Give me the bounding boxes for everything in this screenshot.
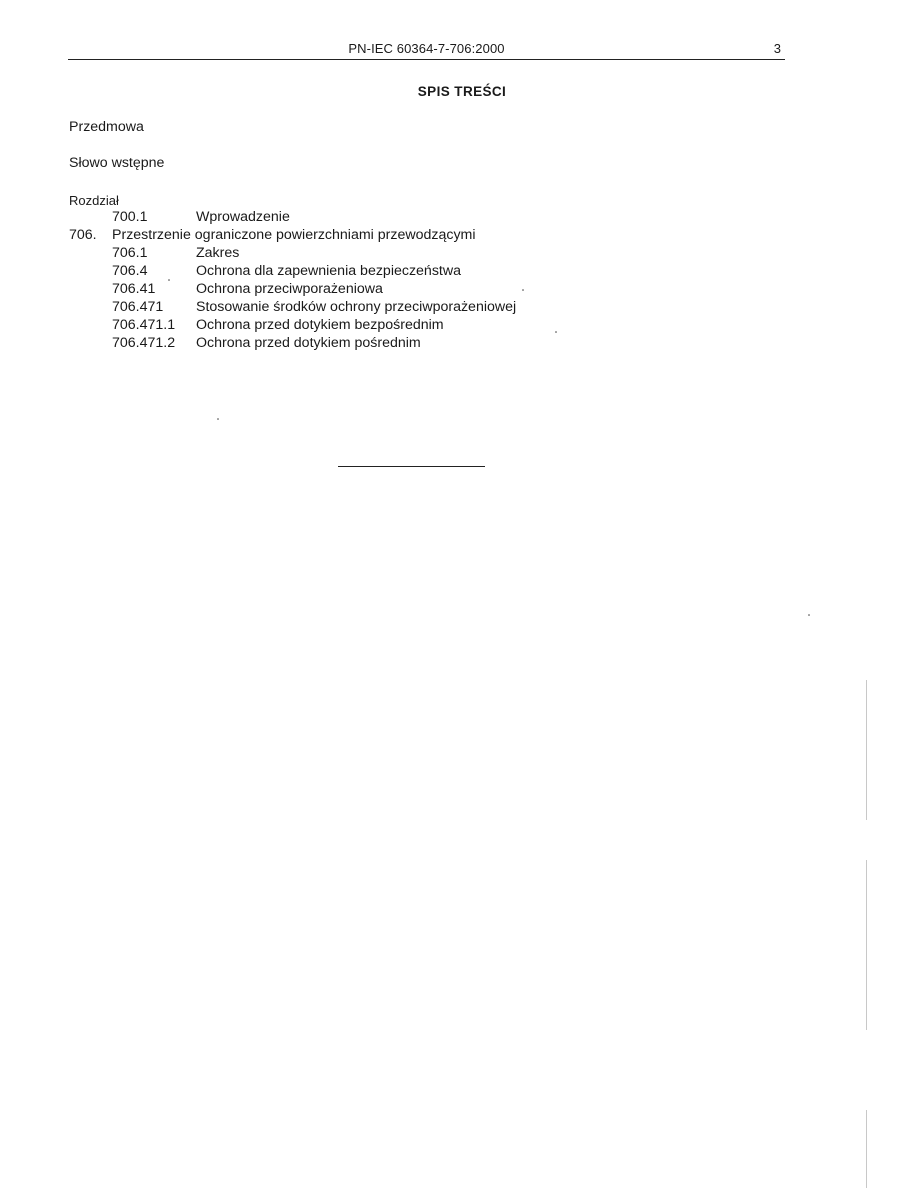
toc-section-number: 706.: [69, 227, 97, 243]
scan-margin-line: [866, 680, 867, 820]
toc-item-number: 706.1: [112, 245, 148, 261]
toc-section-text: Przestrzenie ograniczone powierzchniami przewodzącymi: [112, 227, 476, 243]
scan-speck: [217, 418, 219, 420]
toc-item-number: 706.4: [112, 263, 148, 279]
scan-speck: [522, 289, 524, 291]
scan-speck: [168, 279, 170, 281]
toc-item-text: Ochrona przeciwporażeniowa: [196, 281, 383, 297]
scan-margin-line: [866, 1110, 867, 1188]
toc-item-number: 706.471.2: [112, 335, 176, 351]
toc-item-number: 706.41: [112, 281, 156, 297]
toc-item-text: Stosowanie środków ochrony przeciwporażeniowej: [196, 299, 517, 315]
scan-speck: [808, 614, 810, 616]
toc-foreword: Przedmowa: [69, 119, 144, 135]
toc-item-text: Zakres: [196, 245, 240, 261]
toc-item-text: Ochrona dla zapewnienia bezpieczeństwa: [196, 263, 461, 279]
toc-item-text: Ochrona przed dotykiem pośrednim: [196, 335, 421, 351]
toc-item-number: 706.471: [112, 299, 164, 315]
page-number: 3: [773, 41, 781, 56]
page-header: [68, 40, 785, 60]
toc-item-number: 706.471.1: [112, 317, 176, 333]
scan-speck: [555, 331, 557, 333]
toc-preface: Słowo wstępne: [69, 155, 165, 171]
closing-rule: [338, 466, 485, 467]
chapter-label: Rozdział: [69, 193, 119, 208]
page-title: SPIS TREŚCI: [417, 84, 507, 99]
scan-margin-line: [866, 860, 867, 1030]
toc-intro-text: Wprowadzenie: [196, 209, 290, 225]
standard-number: PN-IEC 60364-7-706:2000: [348, 41, 505, 56]
toc-item-text: Ochrona przed dotykiem bezpośrednim: [196, 317, 444, 333]
toc-intro-number: 700.1: [112, 209, 148, 225]
